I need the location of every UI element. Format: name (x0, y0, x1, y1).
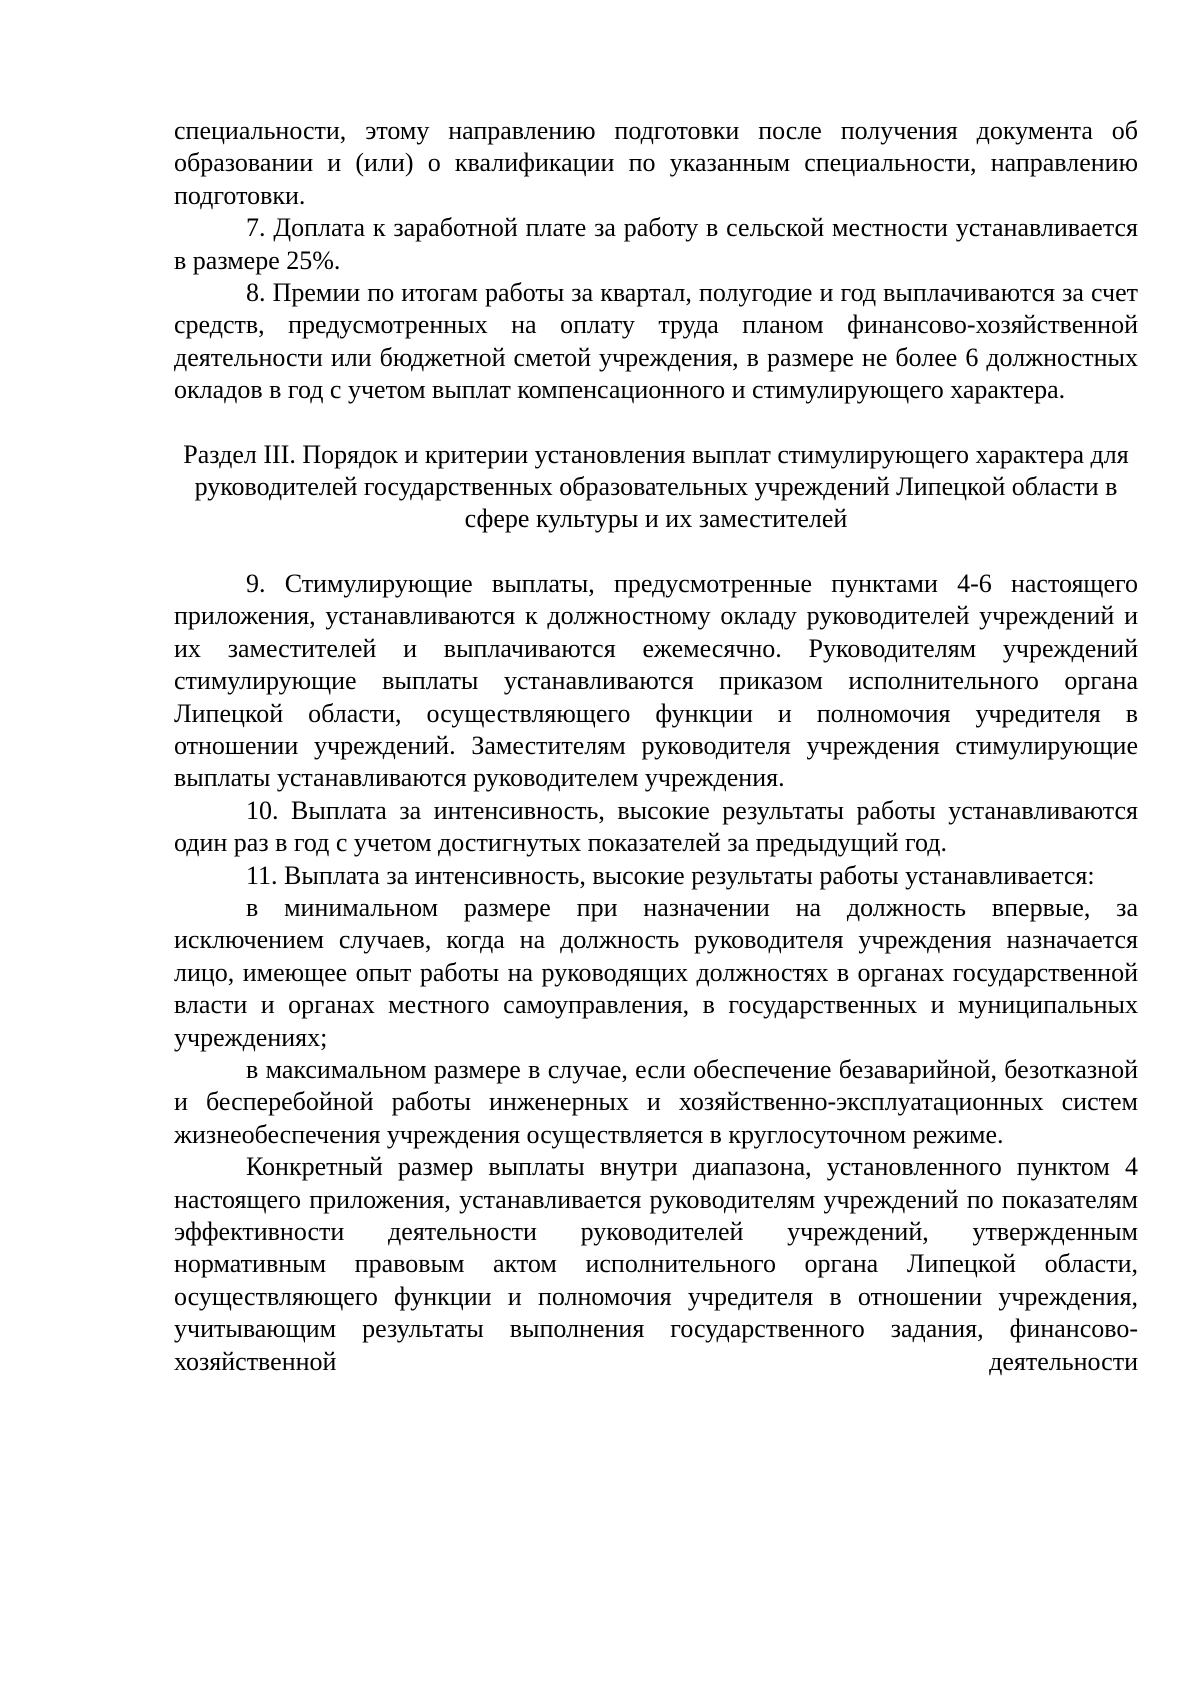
section-heading: Раздел III. Порядок и критерии установления выплат стимулирующего характера для руководителей государственных образовательных учреждений Липецкой области в сфере культуры и их заместителей (183, 439, 1129, 534)
paragraph-7: 7. Доплата к заработной плате за работу в сельской местности устанавливается в размере 25%. (174, 213, 1138, 275)
paragraph-11-max: в максимальном размере в случае, если обеспечение безаварийной, безотказной и бесперебойной работы инженерных и хозяйственно-эксплуатационных систем жизнеобеспечения учреждения осуществляется в круглосуточном режиме. (174, 1054, 1138, 1149)
paragraph-specific-amount: Конкретный размер выплаты внутри диапазона, установленного пунктом 4 настоящего приложения, устанавливается руководителям учреждений по показателям эффективности деятельности руководителей учреждений, утвержденным нормативным правовым актом исполнительного органа Липецкой области, осуществляющего функции и полномочия учредителя в отношении учреждения, учитывающим результаты выполнения государственного задания, финансово-хозяйственной деятельности (174, 1152, 1138, 1376)
paragraph-continuation: специальности, этому направлению подготовки после получения документа об образовании и (или) о квалификации по указанным специальности, направлению подготовки. (174, 116, 1138, 210)
paragraph-11-min: в минимальном размере при назначении на должность впервые, за исключением случаев, когда на должность руководителя учреждения назначается лицо, имеющее опыт работы на руководящих должностях в органах государственной власти и органах местного самоуправления, в государственных и муниципальных учреждениях; (174, 892, 1138, 1052)
paragraph-8: 8. Премии по итогам работы за квартал, полугодие и год выплачиваются за счет средств, предусмотренных на оплату труда планом финансово-хозяйственной деятельности или бюджетной сметой учреждения, в размере не более 6 должностных окладов в год с учетом выплат компенсационного и стимулирующего характера. (174, 278, 1138, 405)
paragraph-10: 10. Выплата за интенсивность, высокие результаты работы устанавливаются один раз в год с учетом достигнутых показателей за предыдущий год. (174, 795, 1138, 858)
paragraph-11: 11. Выплата за интенсивность, высокие результаты работы устанавливается: (246, 860, 1095, 890)
paragraph-9: 9. Стимулирующие выплаты, предусмотренные пунктами 4-6 настоящего приложения, устанавливаются к должностному окладу руководителей учреждений и их заместителей и выплачиваются ежемесячно. Руководителям учреждений стимулирующие выплаты устанавливаются приказом исполнительного органа Липецкой области, осуществляющего функции и полномочия учредителя в отношении учреждений. Заместителям руководителя учреждения стимулирующие выплаты устанавливаются руководителем учреждения. (174, 568, 1138, 793)
document-body (174, 115, 1138, 1378)
